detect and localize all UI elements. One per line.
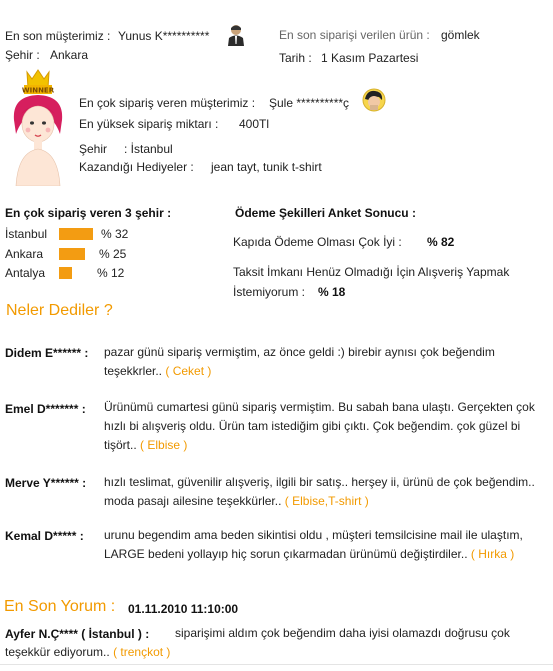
review-text: urunu begendim ama beden sikintisi oldu , müşteri temsilcisine mail ile ulaştım, LARGE bedeni yollayıp hiç sorun çıkarmadan ürünümü değiştirdiler.. ( Hırka ) [104,528,523,561]
latest-title: En Son Yorum : [4,598,116,615]
cities-title: En çok sipariş veren 3 şehir : [5,206,172,220]
city-name: İstanbul [5,227,48,241]
review-product-tag: ( Ceket ) [165,364,212,378]
max-order-label: En yüksek sipariş miktarı : [79,117,219,131]
winner-city-label: Şehir [79,142,108,156]
city-bar [59,267,72,279]
bottom-divider [0,664,553,665]
date-value: 1 Kasım Pazartesi [321,51,419,65]
review-product-tag: ( Elbise ) [140,438,188,452]
survey-item1-value: % 82 [427,235,455,249]
gifts-label: Kazandığı Hediyeler : [79,160,194,174]
avatar-icon [361,88,387,115]
city-value: Ankara [50,48,89,62]
city-bar [59,228,93,240]
top-customer-name: Şule **********ç [269,96,350,110]
city-bar [59,248,85,260]
survey-title: Ödeme Şekilleri Anket Sonucu : [235,206,416,220]
user-icon [227,24,245,49]
city-percent: % 12 [97,266,125,280]
review-author: Merve Y****** : [5,476,87,490]
latest-datetime: 01.11.2010 11:10:00 [128,602,239,616]
city-label: Şehir : [5,48,40,62]
review-author: Didem E****** : [5,346,89,360]
review-product-tag: ( Hırka ) [470,547,515,561]
review-author: Kemal D***** : [5,529,84,543]
review-text: hızlı teslimat, güvenilir alışveriş, ilgili bir satış.. herşey ii, ürünü de çok beğendim.. moda pasajı ailesine teşekkürler.. ( Elbise,T-shirt ) [104,475,535,508]
survey-item2-line1: Taksit İmkanı Henüz Olmadığı İçin Alışveriş Yapmak [233,265,510,279]
max-order-value: 400Tl [239,117,270,131]
last-product-label: En son siparişi verilen ürün : [279,28,430,42]
city-percent: % 32 [101,227,129,241]
city-name: Antalya [5,266,46,280]
date-label: Tarih : [279,51,312,65]
winner-badge: WINNER [21,86,55,95]
reviews-title: Neler Dediler ? [6,302,113,319]
city-name: Ankara [5,247,44,261]
last-product-value: gömlek [441,28,480,42]
latest-text: siparişimi aldım çok beğendim daha iyisi olamazdı doğrusu çok teşekkür ediyorum.. ( trençkot ) [5,626,510,659]
survey-item2-line2: İstemiyorum : [233,285,306,299]
gifts-value: jean tayt, tunik t-shirt [211,160,322,174]
survey-item1-text: Kapıda Ödeme Olması Çok İyi : [233,235,402,249]
latest-product-tag: ( trençkot ) [113,645,171,659]
last-customer-name: Yunus K********** [118,29,210,43]
review-author: Emel D******* : [5,402,86,416]
top-customer-label: En çok sipariş veren müşterimiz : [79,96,256,110]
winner-illustration [8,68,68,186]
latest-author: Ayfer N.Ç**** ( İstanbul ) : [5,627,150,641]
winner-city-value: : İstanbul [124,142,173,156]
survey-item2-value: % 18 [318,285,346,299]
last-customer-label: En son müşterimiz : [5,29,111,43]
city-percent: % 25 [99,247,127,261]
review-text: Ürünümü cumartesi günü sipariş vermiştim. Bu sabah bana ulaştı. Gerçekten çok hızlı bi alışveriş oldu. Ürün tam istediğim gibi çıktı. Çok beğendim. çok güzel bi tişört.. ( Elbise ) [104,400,535,452]
review-text: pazar günü sipariş vermiştim, az önce geldi :) birebir aynısı çok beğendim teşekkrler.. ( Ceket ) [104,345,495,378]
review-product-tag: ( Elbise,T-shirt ) [284,494,369,508]
